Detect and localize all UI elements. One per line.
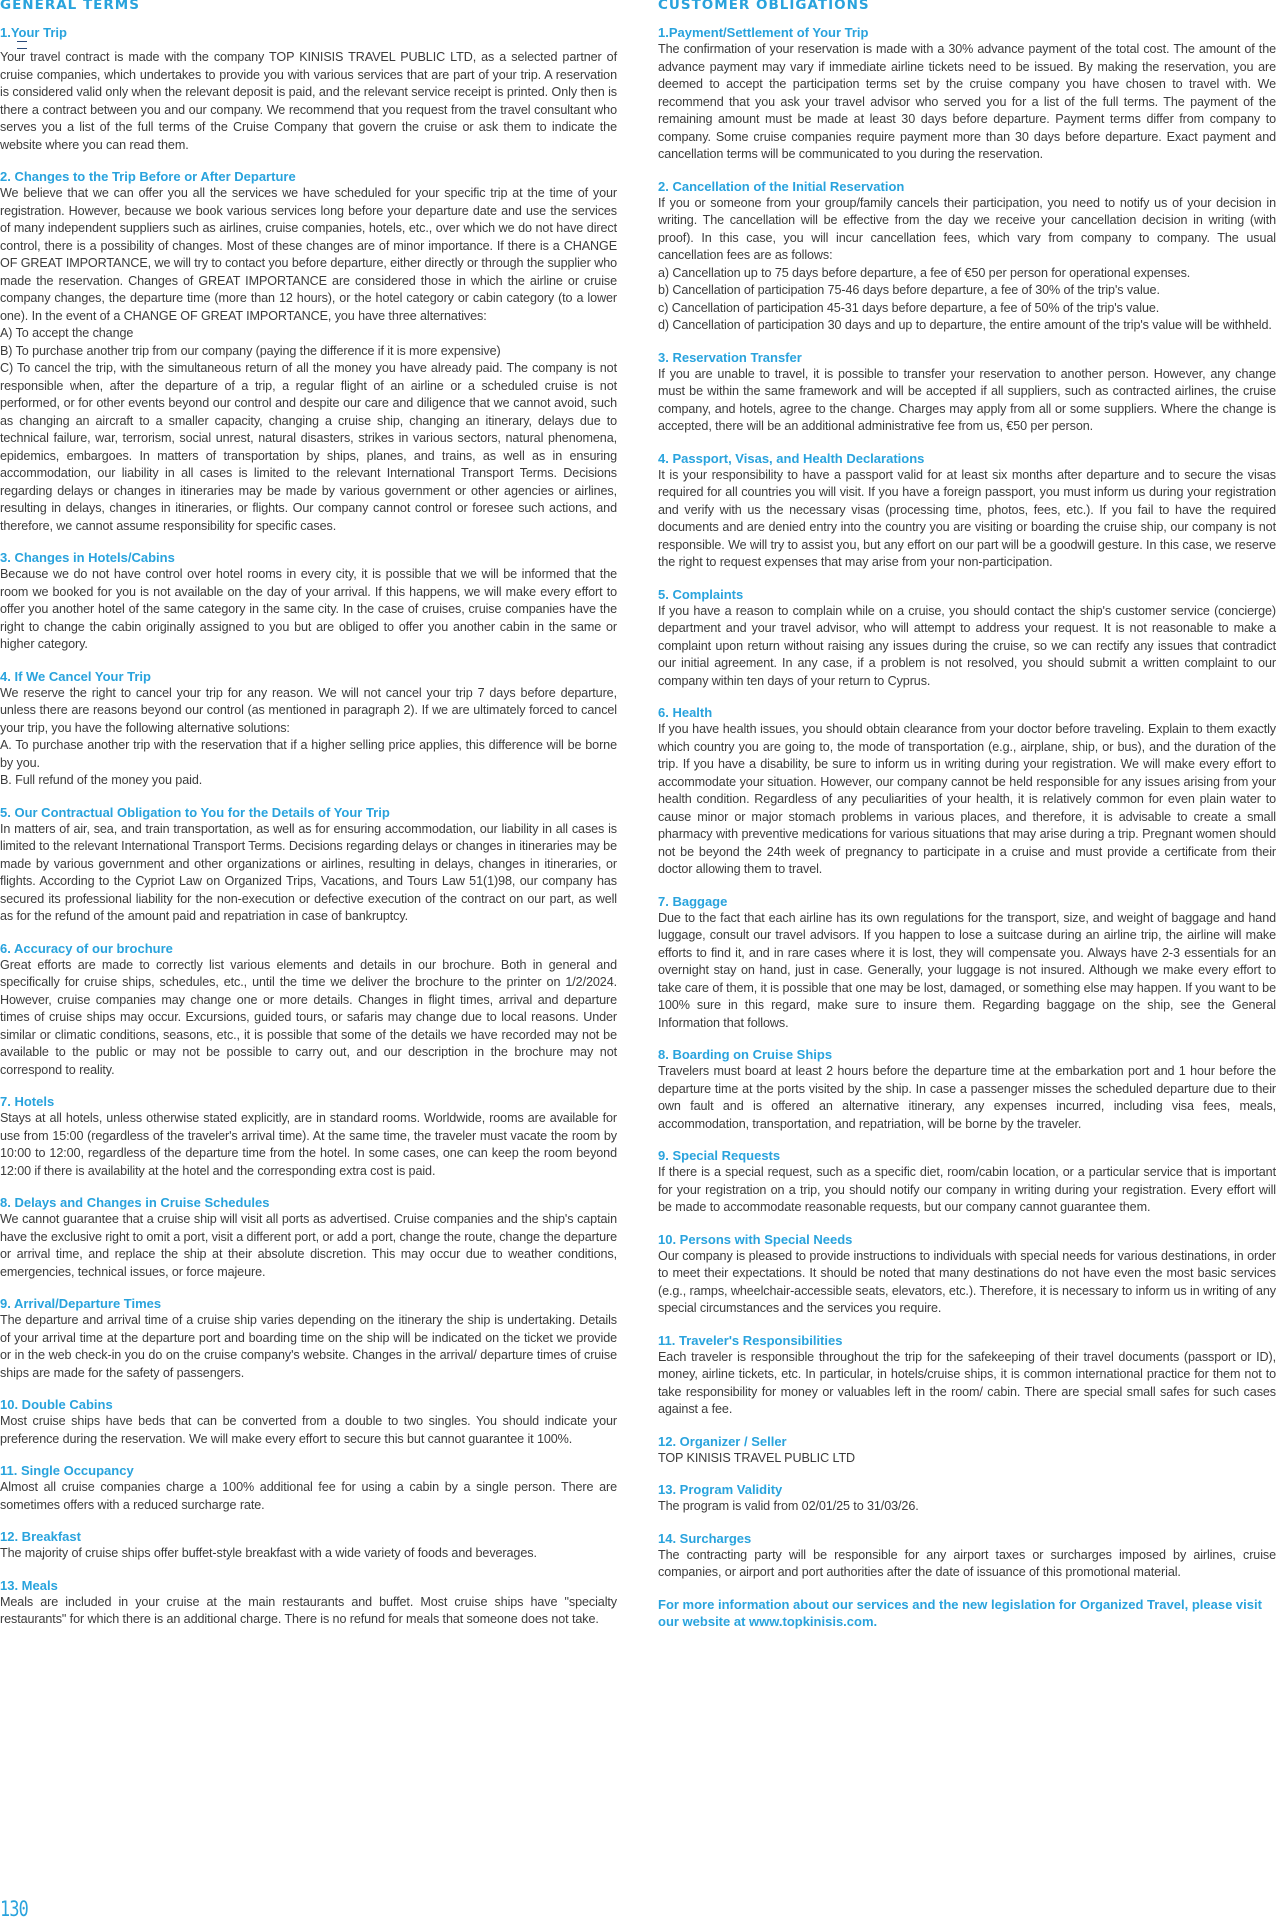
- section-heading: 1.Payment/Settlement of Your Trip: [658, 25, 869, 40]
- section-body: We cannot guarantee that a cruise ship will visit all ports as advertised. Cruise companies and the ship's captain have the exclusive right to omit a port, visit a different port, or add a port, change the route, change the departure or arrival time, and replace the ship at their absolute discretion. This may occur due to weather conditions, emergencies, technical issues, or force majeure.: [0, 1212, 617, 1279]
- customer-obligations-column: [658, 0, 1276, 1631]
- terms-section: [0, 1396, 617, 1448]
- section-heading: 10. Persons with Special Needs: [658, 1231, 853, 1247]
- terms-section: [0, 1194, 617, 1281]
- customer-obligations-sections: [658, 24, 1276, 1582]
- section-body: Meals are included in your cruise at the main restaurants and buffet. Most cruise ships have "specialty restaurants" for which there is an additional charge. There is no refund for meals that someone does not take.: [0, 1594, 617, 1626]
- section-heading: 14. Surcharges: [658, 1530, 752, 1546]
- section-heading: 5. Complaints: [658, 586, 744, 602]
- terms-section: [658, 1231, 1276, 1318]
- section-body: Most cruise ships have beds that can be converted from a double to two singles. You should indicate your preference during the reservation. We will make every effort to secure this but cannot guarantee it 100%.: [0, 1414, 617, 1446]
- section-body: The majority of cruise ships offer buffet-style breakfast with a wide variety of foods and beverages.: [0, 1546, 537, 1560]
- section-body: Stays at all hotels, unless otherwise stated explicitly, are in standard rooms. Worldwide, rooms are available for use from 15:00 (regardless of the traveler's arrival time). At the same time, the traveler must vacate the room by 10:00 to 12:00, regardless of the departure time from the hotel. In some cases, one can keep the room beyond 12:00 if there is availability at the hotel and the corresponding extra cost is paid.: [0, 1111, 617, 1178]
- section-body: Travelers must board at least 2 hours before the departure time at the embarkation port and 1 hour before the departure time at the ports visited by the ship. In case a passenger misses the scheduled departure due to their own fault and is offered an alternative itinerary, any expenses incurred, including visa fees, meals, accommodation, transportation, and repatriation, will be borne by the traveler.: [658, 1064, 1276, 1131]
- section-heading: 7. Hotels: [0, 1094, 55, 1109]
- terms-section: [658, 1530, 1276, 1582]
- terms-section: [0, 668, 617, 790]
- section-heading: 3. Reservation Transfer: [658, 349, 802, 365]
- section-heading: 12. Organizer / Seller: [658, 1433, 787, 1449]
- section-heading: 12. Breakfast: [0, 1529, 81, 1544]
- section-body: If you have a reason to complain while on a cruise, you should contact the ship's customer service (concierge) department and your travel advisor, who will attempt to address your request. It is not reasonable to make a complaint upon return without raising any issues during the cruise, so we can rectify any issues that contradict our initial agreement. In any case, if a problem is not resolved, you should submit a written complaint to our company within ten days of your return to Cyprus.: [658, 603, 1276, 688]
- section-heading: 3. Changes in Hotels/Cabins: [0, 550, 175, 565]
- terms-section: [0, 940, 617, 1080]
- section-body: The departure and arrival time of a cruise ship varies depending on the itinerary the ship is undertaking. Details of your arrival time at the departure port and boarding time on the ship will be indicated on the ticket we provide or in the web check-in you do on the cruise company's website. Changes in the arrival/ departure times of cruise ships are made for the safety of passengers.: [0, 1313, 617, 1380]
- terms-section: [658, 1433, 1276, 1468]
- general-terms-column: [0, 0, 617, 1643]
- section-heading: 8. Delays and Changes in Cruise Schedules: [0, 1195, 270, 1210]
- terms-section: [0, 1577, 617, 1629]
- terms-section: [658, 893, 1276, 1033]
- section-heading: 10. Double Cabins: [0, 1397, 113, 1412]
- section-body: Because we do not have control over hotel rooms in every city, it is possible that we will be informed that the room we booked for you is not available on the day of your arrival. If this happens, we will make every effort to offer you another hotel of the same category in the same city. In the case of cruises, cruise companies have the right to change the cabin originally assigned to you but are obliged to offer you another cabin in the same or higher category.: [0, 567, 617, 651]
- terms-section: [658, 1046, 1276, 1133]
- terms-section: [658, 704, 1276, 879]
- terms-section: [0, 24, 617, 154]
- section-body: Great efforts are made to correctly list various elements and details in our brochure. Both in general and specifically for cruise ships, schedules, etc., until the time we deliver the brochure to the printer on 1/2/2024. However, cruise companies may change one or more details. Changes in flight times, arrival and departure times of cruise ships may occur. Excursions, guided tours, or safaris may change due to local reasons. Under similar or climatic conditions, seasons, etc., it is possible that some of the details we have recorded may not be available to the public or may not be possible to carry out, and our description in the brochure may not correspond to reality.: [0, 957, 617, 1077]
- general-terms-sections: [0, 24, 617, 1629]
- section-heading: 4. If We Cancel Your Trip: [0, 668, 151, 684]
- terms-section: [0, 804, 617, 926]
- terms-section: [658, 24, 1276, 164]
- terms-section: [0, 1295, 617, 1382]
- customer-obligations-title: CUSTOMER OBLIGATIONS: [658, 0, 870, 13]
- section-heading: 6. Accuracy of our brochure: [0, 940, 173, 956]
- section-heading: 5. Our Contractual Obligation to You for the Details of Your Trip: [0, 804, 390, 820]
- terms-section: [0, 168, 617, 535]
- terms-section: [658, 1481, 1276, 1516]
- section-body: Each traveler is responsible throughout the trip for the safekeeping of their travel documents (passport or ID), money, airline tickets, etc. In particular, in hotels/cruise ships, it is common international practice for them not to take responsibility for money or valuables left in the room/ cabin. There are special small safes for such cases against a fee.: [658, 1349, 1276, 1416]
- section-body: The confirmation of your reservation is made with a 30% advance payment of the total cost. The amount of the advance payment may vary if immediate airline tickets need to be issued. By making the reservation, you are deemed to accept the participation terms set by the cruise company you have chosen to travel with. We recommend that you ask your travel advisor who served you for a list of the full terms. The payment of the remaining amount must be made at least 30 days before departure. Payment terms differ from company to company. Some cruise companies require payment more than 30 days before departure. Exact payment and cancellation terms will be communicated to you during the reservation.: [658, 42, 1276, 161]
- section-heading: 13. Meals: [0, 1577, 58, 1593]
- section-heading: 8. Boarding on Cruise Ships: [658, 1047, 833, 1062]
- footer-note-text: For more information about our services and the new legislation for Organized Travel, please visit our website at: [658, 1596, 1262, 1629]
- terms-section: [658, 178, 1276, 335]
- terms-section: [658, 349, 1276, 436]
- section-heading: 2. Cancellation of the Initial Reservation: [658, 178, 905, 194]
- section-body: If you or someone from your group/family cancels their participation, you need to notify us of your decision in writing. The cancellation will be effective from the day we receive your cancellation decision in writing (with proof). In this case, you will incur cancellation fees, which vary from company to company. The usual cancellation fees are as follows: a) Cancellation up to 75 days before departure, a fee of €50 per person for operational expenses. b) Cancellation of participation 75-46 days before departure, a fee of 30% of the trip's value. c) Cancellation of participation 45-31 days before departure, a fee of 50% of the trip's value. d) Cancellation of participation 30 days and up to departure, the entire amount of the trip's value will be withheld.: [658, 195, 1276, 332]
- website-link[interactable]: www.topkinisis.com.: [749, 1614, 878, 1629]
- terms-section: [0, 549, 617, 654]
- section-body: If you have health issues, you should obtain clearance from your doctor before traveling. Explain to them exactly which country you are going to, the mode of transportation (e.g., airplane, ship, or bus), and the duration of the trip. If you have a disability, be sure to inform us in writing during your registration. We will make every effort to accommodate your situation. However, our company cannot be held responsible for any issues arising from your health condition. Regardless of any peculiarities of your health, it is relatively common for even plain water to cause minor or major stomach problems in various places, and therefore, it is advisable to create a small pharmacy with preventive medications for various situations that may arise during a trip. Pregnant women should not be beyond the 24th week of pregnancy to participate in a cruise and must provide a certificate from their doctor allowing them to travel.: [658, 722, 1276, 876]
- section-body: If you are unable to travel, it is possible to transfer your reservation to another person. However, any change must be within the same framework and will be accepted if all suppliers, such as contracted airlines, the cruise company, and hotels, agree to the change. Charges may apply from all or some suppliers. Where the change is accepted, there will be an additional administrative fee from us, €50 per person.: [658, 366, 1276, 433]
- section-body: Almost all cruise companies charge a 100% additional fee for using a cabin by a single person. There are sometimes offers with a reduced surcharge rate.: [0, 1480, 617, 1512]
- section-body: The contracting party will be responsible for any airport taxes or surcharges imposed by airlines, cruise companies, or airport and port authorities after the date of issuance of this promotional material.: [658, 1547, 1276, 1579]
- section-heading: 13. Program Validity: [658, 1482, 783, 1497]
- section-heading: 9. Arrival/Departure Times: [0, 1296, 162, 1311]
- section-body: If there is a special request, such as a specific diet, room/cabin location, or a particular service that is important for your registration on a trip, you should notify our company in writing during your registration. Every effort will be made to accommodate reasonable requests, but our company cannot guarantee them.: [658, 1165, 1276, 1214]
- page-number: 130: [0, 1897, 28, 1921]
- section-heading: 6. Health: [658, 705, 713, 720]
- section-body: Due to the fact that each airline has its own regulations for the transport, size, and weight of baggage and hand luggage, consult our travel advisors. If you happen to lose a suitcase during an airline trip, the airline will make efforts to find it, and in rare cases where it is lost, they will compensate you. Always have 2-3 essentials for an overnight stay on hand, just in case. Generally, your luggage is not insured. Although we make every effort to take care of them, it is possible that one may be lost, damaged, or something else may happen. If you want to be 100% sure in this regard, make sure to insure them. Regarding baggage on the ship, see the General Information that follows.: [658, 910, 1276, 1030]
- section-heading: 11. Traveler's Responsibilities: [658, 1332, 843, 1348]
- section-body: We reserve the right to cancel your trip for any reason. We will not cancel your trip 7 days before departure, unless there are reasons beyond our control (as mentioned in paragraph 2). If we are ultimately forced to cancel your trip, you have the following alternative solutions: A. To purchase another trip with the reservation that if a higher selling price applies, this difference will be borne by you. B. Full refund of the money you paid.: [0, 685, 617, 787]
- section-heading: 11. Single Occupancy: [0, 1463, 134, 1478]
- general-terms-title: GENERAL TERMS: [0, 0, 140, 13]
- terms-section: [0, 1462, 617, 1514]
- section-heading: 9. Special Requests: [658, 1148, 781, 1163]
- terms-section: [0, 1093, 617, 1180]
- section-body: The program is valid from 02/01/25 to 31/03/26.: [658, 1499, 919, 1513]
- section-body: We believe that we can offer you all the services we have scheduled for your specific trip at the time of your registration. However, because we book various services long before your departure date and use the services of many independent suppliers such as airlines, cruise companies, hotels, etc., over which we do not have direct control, there is a possibility of changes. Most of these changes are of minor importance. If there is a CHANGE OF GREAT IMPORTANCE, we will try to contact you before departure, either directly or through the supplier who made the reservation. Changes of GREAT IMPORTANCE are considered those in which the airline or cruise company changes, the departure time (more than 12 hours), or the hotel category or cabin category (to a lower one). In the event of a CHANGE OF GREAT IMPORTANCE, you have three alternatives: A) To accept the change B) To purchase another trip from our company (paying the difference if it is more expensive) C) To cancel the trip, with the simultaneous return of all the money you have already paid. The company is not responsible when, after the departure of a trip, a regular flight of an airline or a scheduled cruise is not performed, or for other events beyond our control and despite our care and diligence that we cannot avoid, such as changing an aircraft to a smaller capacity, changing a cruise ship, changing an itinerary, delays due to technical failure, war, terrorism, social unrest, natural disasters, strikes in various sectors, natural phenomena, epidemics, embargoes. In matters of transportation by ships, planes, and trains, as well as in ensuring accommodation, our liability in all cases is limited to the relevant International Transport Terms. Decisions regarding delays or changes in itineraries may be made by various government or other agencies or airlines, resulting in delays, changes in itineraries, or flights. Our company cannot control or foresee such actions, and therefore, we cannot assume responsibility for specific cases.: [0, 186, 617, 533]
- section-body: In matters of air, sea, and train transportation, as well as for ensuring accommodation, our liability in all cases is limited to the relevant International Transport Terms. Decisions regarding delays or changes in itineraries may be made by various government and other organizations or airlines, resulting in delays, changes in itineraries, or flights. According to the Cypriot Law on Organized Trips, Vacations, and Tours Law 51(1)98, our company has secured its professional liability for the non-execution or defective execution of the contract on our part, as well as for the refund of the amount paid and repatriation in case of bankruptcy.: [0, 821, 617, 923]
- section-heading: 4. Passport, Visas, and Health Declarations: [658, 450, 925, 466]
- equals-marker-icon: [17, 41, 27, 49]
- terms-section: [658, 1147, 1276, 1217]
- terms-section: [0, 1528, 617, 1563]
- terms-section: [658, 586, 1276, 691]
- terms-section: [658, 1332, 1276, 1419]
- section-body: TOP KINISIS TRAVEL PUBLIC LTD: [658, 1450, 856, 1465]
- section-heading: 1.Your Trip: [0, 25, 67, 40]
- terms-section: [658, 450, 1276, 572]
- section-body: Your travel contract is made with the company TOP KINISIS TRAVEL PUBLIC LTD, as a selected partner of cruise companies, which undertakes to provide you with various services that are part of your trip. A reservation is considered valid only when the relevant deposit is paid, and the relevant service receipt is printed. Only then is there a contract between you and our company. We recommend that you request from the travel consultant who serves you a list of the full terms of the Cruise Company that govern the cruise or ask them to indicate the website where you can read them.: [0, 50, 617, 152]
- section-body: It is your responsibility to have a passport valid for at least six months after departure and to secure the visas required for all countries you will visit. If you have a foreign passport, you must inform us during your registration and verify with us the necessary visas (processing time, photos, fees, etc.). If you fail to have the required documents and are denied entry into the country you are visiting or boarding the cruise ship, our company is not responsible. We will try to assist you, but any effort on our part will be a goodwill gesture. In this case, we reserve the right to request expenses that may arise from your non-participation.: [658, 467, 1276, 569]
- section-body: Our company is pleased to provide instructions to individuals with special needs for various destinations, in order to meet their expectations. It should be noted that many destinations do not have even the most basic services (e.g., ramps, wheelchair-accessible seats, elevators, etc.). Therefore, it is necessary to inform us in writing of any special circumstances and the services you require.: [658, 1248, 1276, 1315]
- footer-note: [658, 1596, 1276, 1631]
- section-heading: 2. Changes to the Trip Before or After Departure: [0, 169, 296, 184]
- section-heading: 7. Baggage: [658, 893, 728, 909]
